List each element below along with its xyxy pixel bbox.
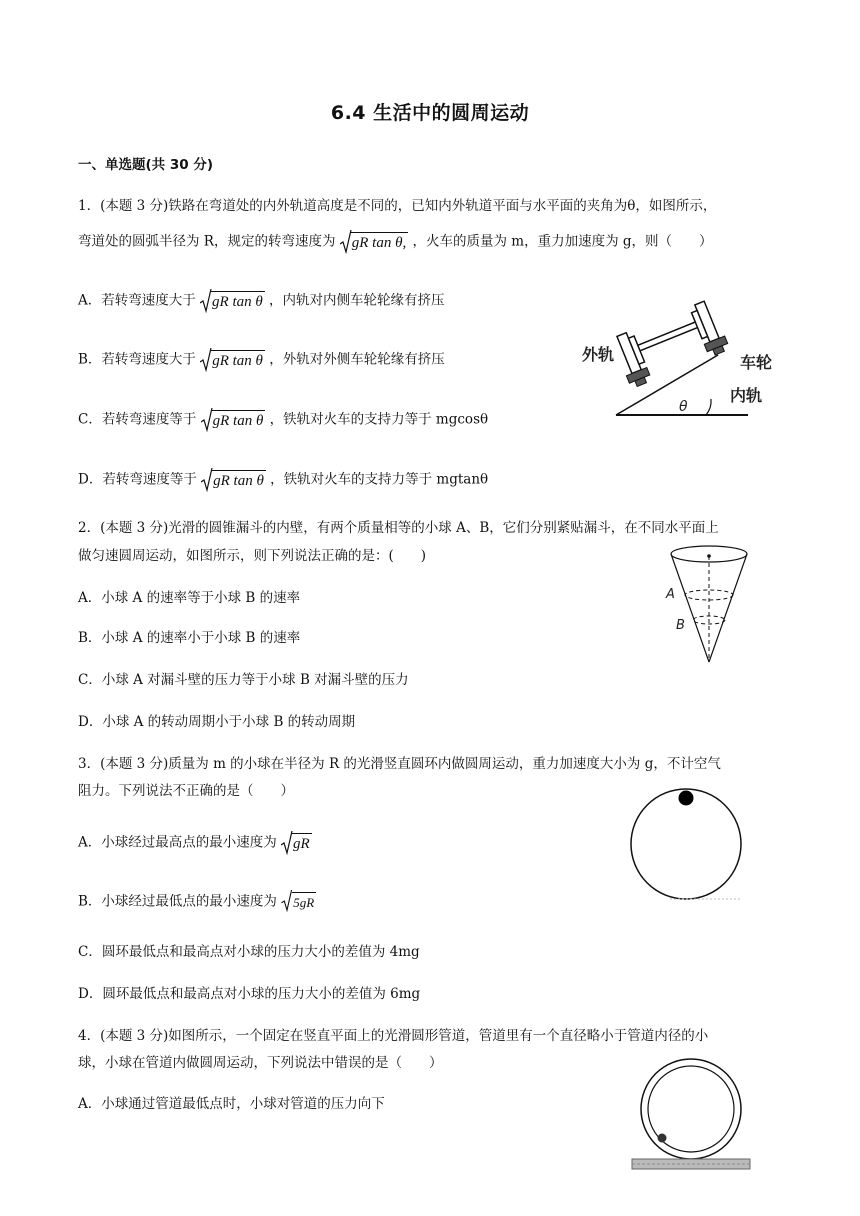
q1-stem-line1: 1．(本题 3 分)铁路在弯道处的内外轨道高度是不同的，已知内外轨道平面与水平面的夹角为θ，如图所示， <box>78 198 717 214</box>
q2-option-d[interactable]: D．小球 A 的转动周期小于小球 B 的转动周期 <box>78 714 356 730</box>
ball-b-label: B <box>676 618 685 633</box>
radical-icon <box>200 289 212 313</box>
q2-stem-line2: 做匀速圆周运动，如图所示，则下列说法正确的是：( ) <box>78 548 427 564</box>
q1-stem-line2-post: ，火车的质量为 m，重力加速度为 g，则（ ） <box>412 233 713 250</box>
radical-icon <box>200 348 212 372</box>
q2-option-a[interactable]: A．小球 A 的速率等于小球 B 的速率 <box>78 590 301 606</box>
railway-track-figure <box>578 300 778 422</box>
q4-stem-line2: 球，小球在管道内做圆周运动，下列说法中错误的是（ ） <box>78 1055 443 1071</box>
q2-stem-line1: 2．(本题 3 分)光滑的圆锥漏斗的内壁，有两个质量相等的小球 A、B，它们分别紧贴漏斗，在不同水平面上 <box>78 520 719 536</box>
q3-option-d[interactable]: D．圆环最低点和最高点对小球的压力大小的差值为 6mg <box>78 986 421 1002</box>
section-heading: 一、单选题(共 30 分) <box>78 157 214 173</box>
option-sqrt: gR <box>281 833 312 853</box>
q1-option-a[interactable]: A．若转弯速度大于 gR tan θ ，内轨对内侧车轮轮缘有挤压 <box>78 291 445 311</box>
outer-rail-label: 外轨 <box>582 345 615 364</box>
q1-option-d[interactable]: D．若转弯速度等于 gR tan θ ，铁轨对火车的支持力等于 mgtanθ <box>78 470 488 490</box>
page-title: 6.4 生活中的圆周运动 <box>330 102 530 124</box>
q3-option-c[interactable]: C．圆环最低点和最高点对小球的压力大小的差值为 4mg <box>78 944 420 960</box>
q4-option-a[interactable]: A．小球通过管道最低点时，小球对管道的压力向下 <box>78 1096 385 1112</box>
option-sqrt: gR tan θ <box>200 350 265 370</box>
circular-tube-figure <box>630 1055 752 1171</box>
wheel-label: 车轮 <box>740 353 773 372</box>
ball-icon <box>679 791 694 806</box>
theta-label: θ <box>679 399 688 415</box>
radical-icon <box>281 890 293 912</box>
q1-stem-line2 <box>78 232 713 252</box>
option-sqrt: gR tan θ <box>201 470 266 490</box>
q3-stem-line1: 3．(本题 3 分)质量为 m 的小球在半径为 R 的光滑竖直圆环内做圆周运动，重力加速度大小为 g，不计空气 <box>78 756 721 772</box>
inner-rail-label: 内轨 <box>730 386 763 405</box>
q3-stem-line2: 阻力。下列说法不正确的是（ ） <box>78 783 294 799</box>
q1-option-c[interactable]: C．若转弯速度等于 gR tan θ ，铁轨对火车的支持力等于 mgcosθ <box>78 410 488 430</box>
q4-stem-line1: 4．(本题 3 分)如图所示，一个固定在竖直平面上的光滑圆形管道，管道里有一个直径略小于管道内径的小 <box>78 1028 709 1044</box>
q1-option-b[interactable]: B．若转弯速度大于 gR tan θ ，外轨对外侧车轮轮缘有挤压 <box>78 350 445 370</box>
radical-icon <box>201 468 213 492</box>
q3-option-a[interactable]: A．小球经过最高点的最小速度为 gR <box>78 833 312 853</box>
q2-option-b[interactable]: B．小球 A 的速率小于小球 B 的速率 <box>78 630 301 646</box>
q1-stem-sqrt: gR tan θ, <box>340 232 408 252</box>
option-sqrt: gR tan θ <box>201 410 266 430</box>
vertical-ring-figure <box>626 785 748 905</box>
option-sqrt: gR tan θ <box>200 291 265 311</box>
q1-stem-line2-pre: 弯道处的圆弧半径为 R，规定的转弯速度为 <box>78 233 336 250</box>
q3-option-b[interactable]: B．小球经过最低点的最小速度为 5gR <box>78 892 316 912</box>
q2-option-c[interactable]: C．小球 A 对漏斗壁的压力等于小球 B 对漏斗壁的压力 <box>78 672 409 688</box>
ball-icon <box>658 1134 667 1143</box>
radical-icon <box>281 831 293 855</box>
radical-icon <box>340 230 352 254</box>
cone-funnel-figure <box>660 540 760 670</box>
option-sqrt: 5gR <box>281 892 316 912</box>
ball-a-label: A <box>666 587 675 602</box>
radical-icon <box>201 408 213 432</box>
